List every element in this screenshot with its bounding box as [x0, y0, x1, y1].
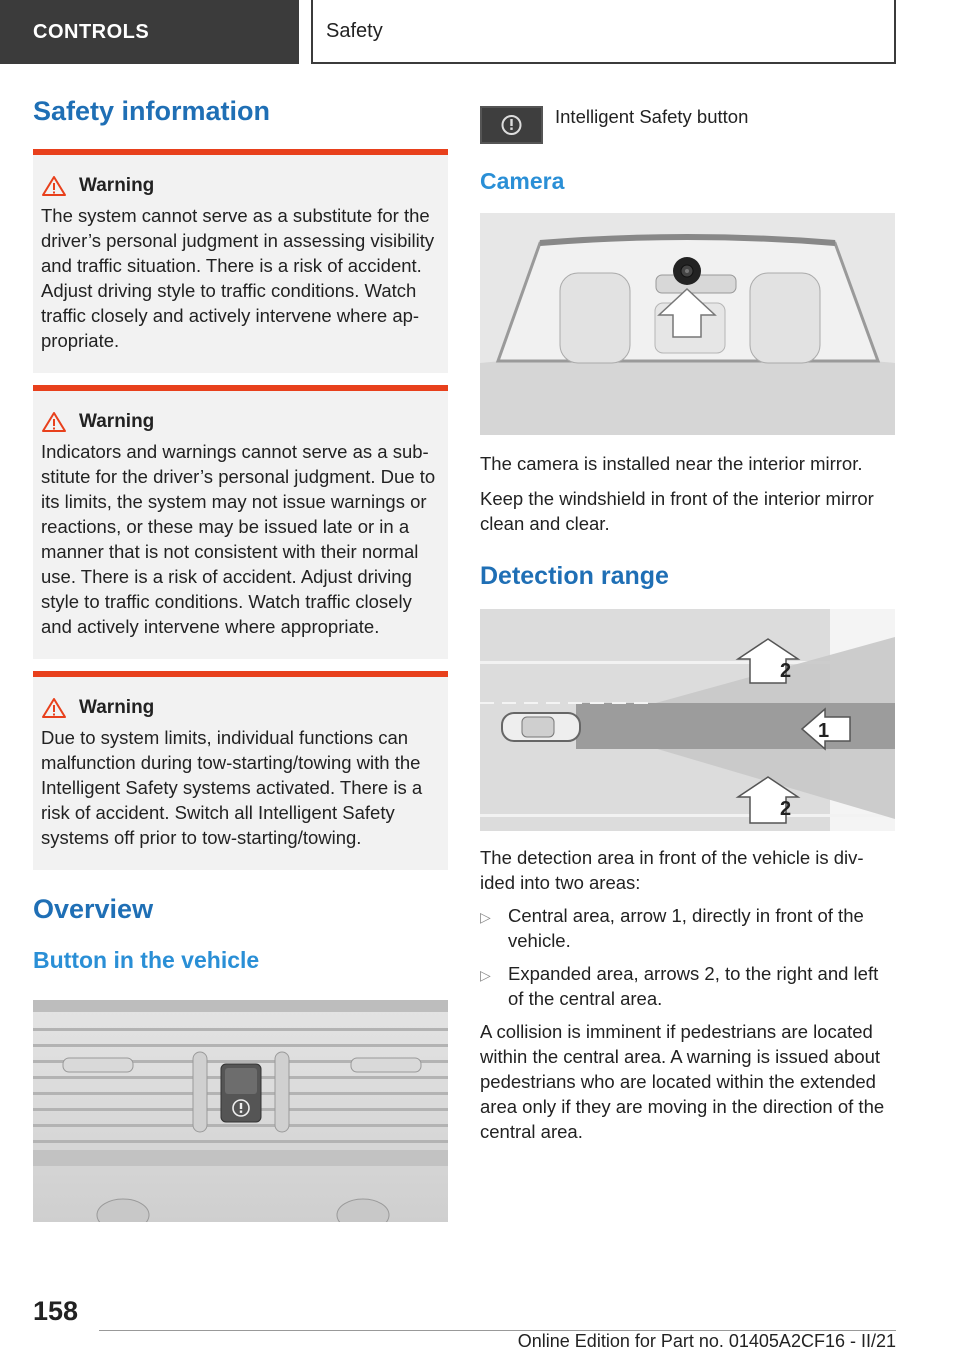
- warning-triangle-icon: [41, 411, 67, 433]
- detection-range-heading: Detection range: [480, 562, 669, 590]
- intelligent-safety-button-icon: [480, 106, 543, 144]
- arrow-label-2-bottom: 2: [780, 798, 792, 820]
- warning-triangle-icon: [41, 175, 67, 197]
- triangle-bullet-icon: ▷: [480, 909, 491, 925]
- detection-intro: The detection area in front of the vehicle is div‐ided into two areas:: [480, 847, 864, 893]
- camera-illustration: [480, 213, 895, 435]
- detection-range-illustration: [480, 609, 895, 831]
- warning-box-3: [33, 671, 448, 870]
- warning-box-2: [33, 385, 448, 659]
- button-in-vehicle-heading: Button in the vehicle: [33, 947, 260, 973]
- list-item: [480, 961, 896, 1011]
- bullet-text: Expanded area, arrows 2, to the right and left of the central area.: [508, 963, 879, 1009]
- dashboard-button-illustration: [33, 1000, 448, 1222]
- warning-title: Warning: [79, 175, 155, 196]
- warning-title: Warning: [79, 697, 155, 718]
- warning-text: The system cannot serve as a substitute for the driver’s personal judgment in assessing visibility and traffic situation. There is a risk of accident. Adjust driving style to traffic conditions. Watch traffic closely and actively intervene where ap‐propriate.: [41, 205, 435, 351]
- edition-note: Online Edition for Part no. 01405A2CF16 - II/21: [517, 1331, 896, 1351]
- list-item: [480, 903, 896, 953]
- button-caption: Intelligent Safety button: [555, 106, 749, 127]
- warning-text: Indicators and warnings cannot serve as a sub‐stitute for the driver’s personal judgment. Due to its limits, the system may not issue warnings or reactions, or these may be issued late or in a manner that is not consistent with their normal use. There is a risk of accident. Adjust driving style to traffic conditions. Watch traffic closely and actively intervene where appropriate.: [41, 441, 436, 637]
- camera-text-1: The camera is installed near the interior mirror.: [480, 453, 863, 474]
- page-number: 158: [33, 1296, 79, 1326]
- camera-heading: Camera: [480, 168, 565, 194]
- arrow-label-1: 1: [818, 720, 830, 742]
- left-column: [33, 96, 448, 1222]
- safety-information-heading: Safety information: [33, 96, 271, 126]
- section-label: Safety: [326, 19, 383, 42]
- chapter-label: CONTROLS: [33, 20, 150, 43]
- camera-text-2: Keep the windshield in front of the interior mirror clean and clear.: [480, 488, 874, 534]
- warning-box-1: [33, 149, 448, 373]
- warning-text: Due to system limits, individual functions can malfunction during tow-starting/towing with the Intelligent Safety systems activated. There is a risk of accident. Switch all Intelligent Safety systems off prior to tow-starting/towing.: [41, 727, 423, 848]
- triangle-bullet-icon: ▷: [480, 967, 491, 983]
- warning-triangle-icon: [41, 697, 67, 719]
- detection-text: A collision is imminent if pedestrians are located within the central area. A warning is issued about pedestrians who are located within the extended area only if they are moving in the direction of the central area.: [480, 1021, 885, 1142]
- arrow-label-2-top: 2: [780, 660, 792, 682]
- right-column: [480, 96, 896, 1144]
- overview-heading: Overview: [33, 894, 154, 924]
- warning-title: Warning: [79, 411, 155, 432]
- bullet-text: Central area, arrow 1, directly in front of the vehicle.: [508, 905, 864, 951]
- section-tab: [311, 0, 896, 64]
- chapter-tab: [0, 0, 299, 64]
